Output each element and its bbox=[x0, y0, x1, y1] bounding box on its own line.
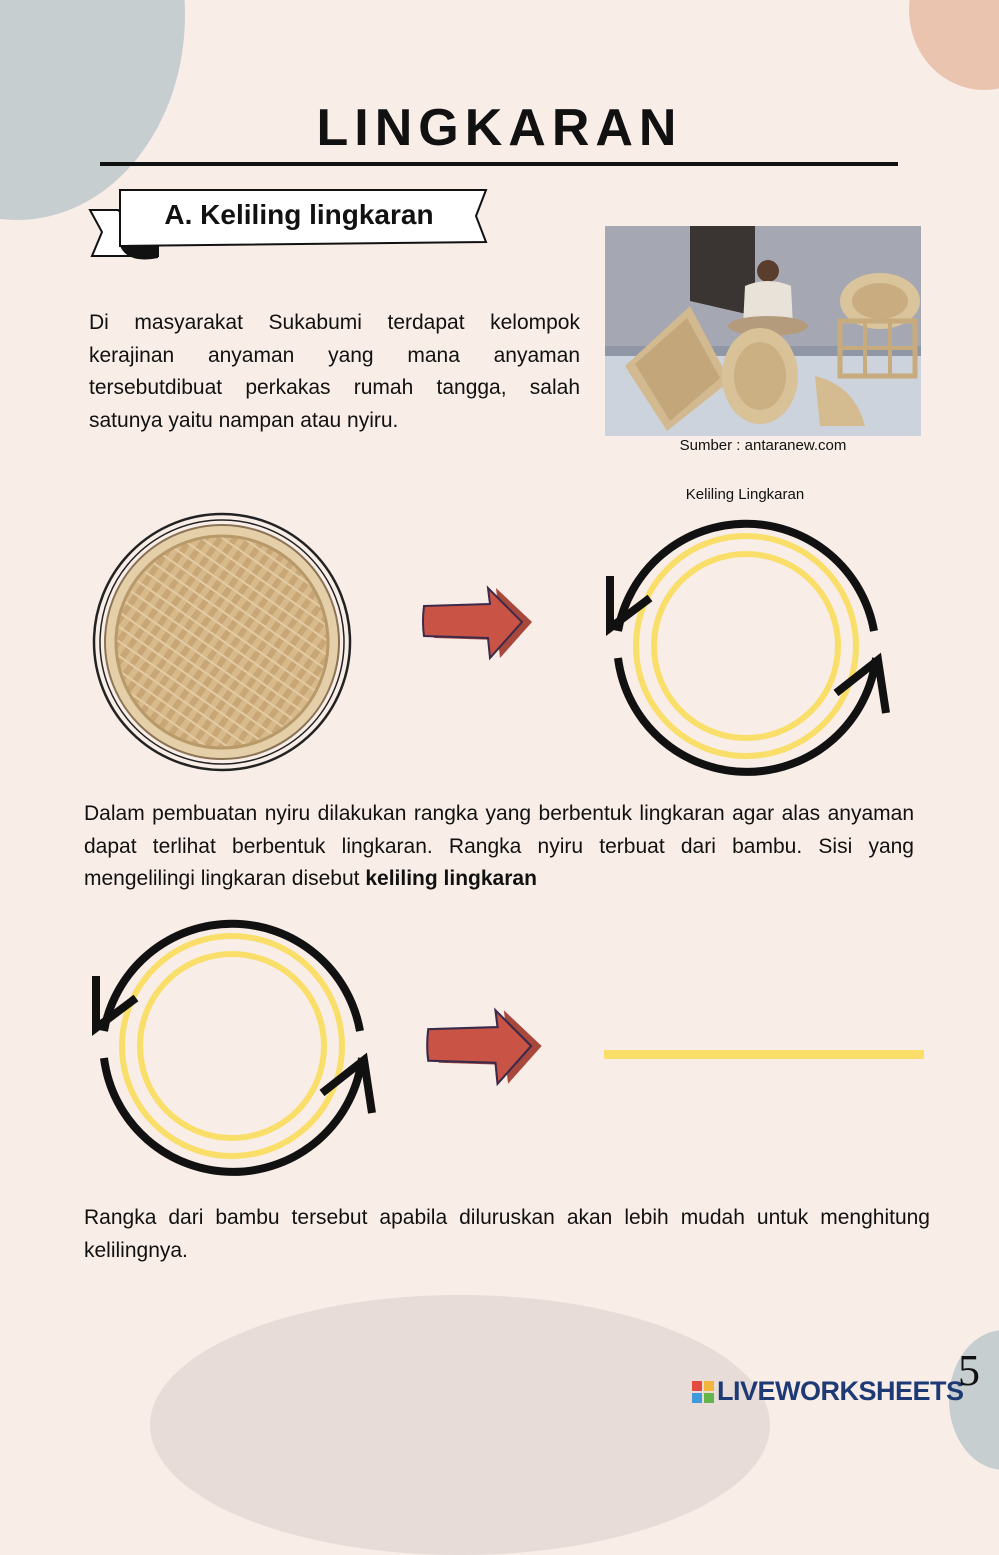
right-arrow-icon bbox=[420, 582, 538, 662]
page-title: LINGKARAN bbox=[316, 99, 683, 157]
key-term: keliling lingkaran bbox=[365, 867, 537, 890]
liveworksheets-logo-icon bbox=[692, 1381, 714, 1403]
page-number: 5 bbox=[958, 1346, 980, 1395]
decorative-blob bbox=[909, 0, 999, 90]
circumference-diagram bbox=[598, 508, 898, 786]
woven-tray-image bbox=[90, 510, 355, 775]
decorative-blob bbox=[150, 1295, 770, 1555]
diagram-label: Keliling Lingkaran bbox=[685, 486, 805, 503]
circumference-diagram bbox=[84, 908, 384, 1186]
title-underline bbox=[100, 162, 898, 166]
weaver-photo bbox=[605, 226, 921, 436]
explanation-text: Dalam pembuatan nyiru dilakukan rangka yang berbentuk lingkaran agar alas anyaman dapat terlihat berbentuk lingkaran. Rangka nyiru terbuat dari bambu. Sisi yang mengelilingi lingkaran disebut bbox=[84, 802, 914, 890]
straightened-line bbox=[604, 1049, 926, 1061]
liveworksheets-logo bbox=[692, 1376, 964, 1407]
right-arrow-icon bbox=[422, 1004, 550, 1088]
conclusion-paragraph: Rangka dari bambu tersebut apabila diluruskan akan lebih mudah untuk menghitung kelilingnya. bbox=[84, 1206, 930, 1262]
intro-paragraph: Di masyarakat Sukabumi terdapat kelompok kerajinan anyaman yang mana anyaman tersebutdibuat perkakas rumah tangga, salah satunya yaitu nampan atau nyiru. bbox=[89, 311, 580, 432]
logo-text: LIVEWORKSHEETS bbox=[717, 1376, 964, 1406]
section-heading: A. Keliling lingkaran bbox=[164, 199, 434, 230]
photo-caption: Sumber : antaranew.com bbox=[679, 437, 847, 454]
explanation-paragraph bbox=[84, 798, 914, 896]
